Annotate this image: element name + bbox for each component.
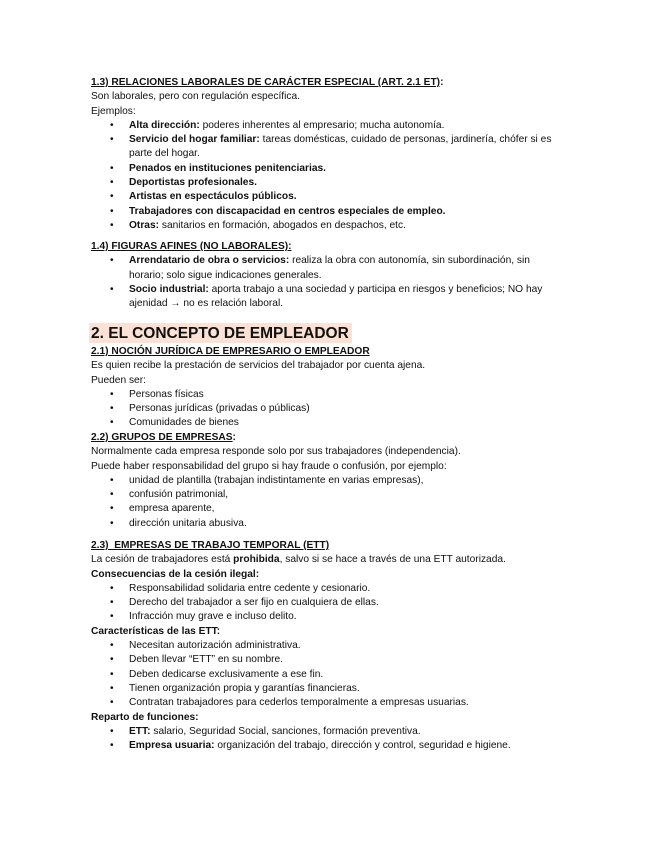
section-2-3 <box>91 539 591 753</box>
item-term: Otras: <box>129 219 160 231</box>
list-item: • confusión patrimonial, <box>91 488 591 502</box>
list-item: • dirección unitaria abusiva. <box>91 517 591 531</box>
emphasis-text: prohibida <box>233 554 280 566</box>
bullet-list <box>91 388 591 431</box>
section-2-2-heading: 2.2) GRUPOS DE EMPRESAS <box>91 432 233 443</box>
item-text: salario, Seguridad Social, sanciones, formación preventiva. <box>150 725 421 737</box>
item-text: organización del trabajo, dirección y control, seguridad e higiene. <box>214 740 511 752</box>
section-1-3-heading: 1.3) RELACIONES LABORALES DE CARÁCTER ESPECIAL (ART. 2.1 ET) <box>91 77 441 88</box>
item-term: Alta dirección: <box>129 119 200 131</box>
bullet-list <box>91 725 591 754</box>
list-item: • empresa aparente, <box>91 502 591 516</box>
item-term: Socio industrial: <box>129 283 209 295</box>
item-term: Empresa usuaria: <box>129 740 215 752</box>
item-term: Servicio del hogar familiar: <box>129 134 260 146</box>
list-item: • Infracción muy grave e incluso delito. <box>91 610 591 624</box>
item-term: Deportistas profesionales. <box>129 177 257 189</box>
list-item <box>91 119 591 133</box>
item-text: sanitarios en formación, abogados en despachos, etc. <box>159 219 406 231</box>
bullet-list <box>91 582 591 625</box>
list-item: • Deben dedicarse exclusivamente a ese fin. <box>91 668 591 682</box>
characteristics-label: Características de las ETT: <box>91 625 221 637</box>
section-2-3-heading: 2.3) EMPRESAS DE TRABAJO TEMPORAL (ETT) <box>91 540 330 551</box>
paragraph: Pueden ser: <box>91 374 146 386</box>
item-term: Arrendatario de obra o servicios: <box>129 255 290 267</box>
list-item: • unidad de plantilla (trabajan indistintamente en varias empresas), <box>91 474 591 488</box>
paragraph: Normalmente cada empresa responde solo por sus trabajadores (independencia). <box>91 446 461 458</box>
section-2-2 <box>91 431 591 531</box>
bullet-list <box>91 254 591 311</box>
item-text: poderes inherentes al empresario; mucha autonomía. <box>199 119 445 131</box>
consequences-label: Consecuencias de la cesión ilegal: <box>91 568 260 580</box>
heading-colon: : <box>232 432 236 443</box>
section-1-3-heading-line <box>91 76 591 90</box>
section-1-3 <box>91 76 591 233</box>
list-item <box>91 219 591 233</box>
list-item: • Contratan trabajadores para cederlos temporalmente a empresas usuarias. <box>91 696 591 710</box>
item-term: Trabajadores con discapacidad en centros especiales de empleo. <box>129 205 446 217</box>
list-item: • Tienen organización propia y garantías financieras. <box>91 682 591 696</box>
heading-colon: : <box>440 77 444 88</box>
list-item: • Personas jurídicas (privadas o públicas) <box>91 402 591 416</box>
section-1-4-heading: 1.4) FIGURAS AFINES (NO LABORALES): <box>91 241 292 252</box>
bullet-list <box>91 119 591 233</box>
list-item: • Comunidades de bienes <box>91 416 591 430</box>
item-term: Penados en instituciones penitenciarias. <box>129 162 327 174</box>
functions-label: Reparto de funciones: <box>91 711 199 723</box>
item-text: aporta trabajo a una sociedad y participa en riesgos y beneficios; NO hay ajenidad → no es relación laboral. <box>129 283 543 310</box>
list-item: • Personas físicas <box>91 388 591 402</box>
list-item <box>91 162 591 176</box>
item-term: Artistas en espectáculos públicos. <box>129 191 297 203</box>
list-item <box>91 176 591 190</box>
item-text: realiza la obra con autonomía, sin subordinación, sin horario; solo sigue indicaciones generales. <box>129 255 530 281</box>
bullet-list <box>91 639 591 710</box>
list-item: • Deben llevar “ETT” en su nombre. <box>91 653 591 667</box>
list-item <box>91 283 581 312</box>
list-item <box>91 133 559 162</box>
paragraph-text: La cesión de trabajadores está <box>91 554 234 566</box>
paragraph-text: , salvo si se hace a través de una ETT autorizada. <box>279 554 506 566</box>
list-item <box>91 190 591 204</box>
paragraph: Puede haber responsabilidad del grupo si hay fraude o confusión, por ejemplo: <box>91 460 447 472</box>
section-2-1-heading: 2.1) NOCIÓN JURÍDICA DE EMPRESARIO O EMPLEADOR <box>91 346 370 357</box>
list-item <box>91 739 591 753</box>
paragraph: Son laborales, pero con regulación específica. <box>91 91 300 103</box>
section-2-1 <box>91 345 591 431</box>
list-item: • Derecho del trabajador a ser fijo en cualquiera de ellas. <box>91 596 591 610</box>
paragraph <box>91 553 591 567</box>
item-text: tareas domésticas, cuidado de personas, jardinería, chófer si es parte del hogar. <box>129 134 552 160</box>
list-item <box>91 254 567 283</box>
section-1-4 <box>91 240 591 311</box>
list-item: • Responsabilidad solidaria entre cedente y cesionario. <box>91 582 591 596</box>
bullet-list <box>91 474 591 531</box>
list-item <box>91 725 591 739</box>
section-2-2-heading-line <box>91 431 591 445</box>
list-item: • Necesitan autorización administrativa. <box>91 639 591 653</box>
item-term: ETT: <box>129 725 151 737</box>
list-item <box>91 205 591 219</box>
paragraph: Es quien recibe la prestación de servicios del trabajador por cuenta ajena. <box>91 360 426 372</box>
section-2-title: 2. EL CONCEPTO DE EMPLEADOR <box>89 323 352 343</box>
paragraph: Ejemplos: <box>91 105 136 117</box>
